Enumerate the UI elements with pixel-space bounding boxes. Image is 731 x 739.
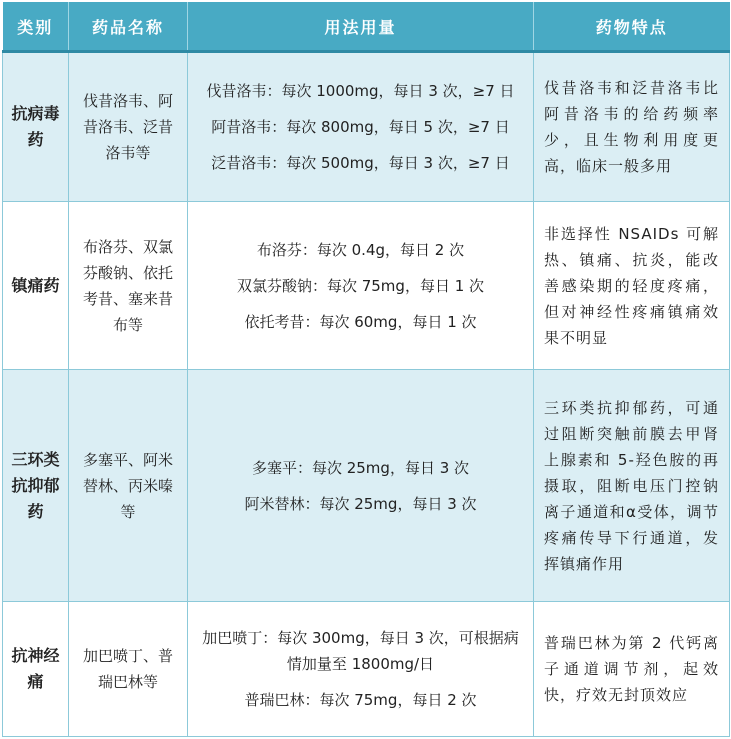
header-dosage: 用法用量 [188,2,534,52]
header-names: 药品名称 [69,2,188,52]
dosage-cell [188,602,534,737]
dosage-line: 泛昔洛韦：每次 500mg，每日 3 次，≥7 日 [211,154,510,172]
table-header-row [3,2,730,52]
table-row [3,52,730,202]
header-features: 药物特点 [534,2,730,52]
dosage-cell [188,202,534,370]
drug-names-cell: 加巴喷丁、普瑞巴林等 [69,602,188,737]
drug-names-cell: 伐昔洛韦、阿昔洛韦、泛昔洛韦等 [69,52,188,202]
drug-table [2,2,730,737]
dosage-line: 普瑞巴林：每次 75mg，每日 2 次 [244,691,477,709]
header-category: 类别 [3,2,69,52]
category-cell: 抗病毒药 [3,52,69,202]
table-row [3,202,730,370]
feature-cell: 非选择性 NSAIDs 可解热、镇痛、抗炎，能改善感染期的轻度疼痛，但对神经性疼痛镇痛效果不明显 [534,202,730,370]
table-row [3,370,730,602]
dosage-cell [188,370,534,602]
dosage-line: 伐昔洛韦：每次 1000mg，每日 3 次，≥7 日 [206,82,515,100]
category-cell: 抗神经痛 [3,602,69,737]
category-cell: 镇痛药 [3,202,69,370]
feature-cell: 普瑞巴林为第 2 代钙离子通道调节剂，起效快，疗效无封顶效应 [534,602,730,737]
dosage-line: 布洛芬：每次 0.4g，每日 2 次 [256,240,465,259]
dosage-line: 依托考昔：每次 60mg，每日 1 次 [244,312,477,331]
category-cell: 三环类抗抑郁药 [3,370,69,602]
feature-cell: 三环类抗抑郁药，可通过阻断突触前膜去甲肾上腺素和 5-羟色胺的再摄取，阻断电压门控钠离子通道和α受体，调节疼痛传导下行通道，发挥镇痛作用 [534,370,730,602]
dosage-line: 双氯芬酸钠：每次 75mg，每日 1 次 [236,276,485,295]
feature-cell: 伐昔洛韦和泛昔洛韦比阿昔洛韦的给药频率少，且生物利用度更高，临床一般多用 [534,52,730,202]
drug-names-cell: 多塞平、阿米替林、丙米嗪等 [69,370,188,602]
dosage-line: 阿米替林：每次 25mg，每日 3 次 [244,494,477,513]
dosage-line: 多塞平：每次 25mg，每日 3 次 [251,458,470,477]
table-row [3,602,730,737]
dosage-line: 阿昔洛韦：每次 800mg，每日 5 次，≥7 日 [211,118,510,136]
drug-names-cell: 布洛芬、双氯芬酸钠、依托考昔、塞来昔布等 [69,202,188,370]
dosage-line: 加巴喷丁：每次 300mg，每日 3 次，可根据病情加量至 1800mg/日 [202,629,519,673]
dosage-cell [188,52,534,202]
